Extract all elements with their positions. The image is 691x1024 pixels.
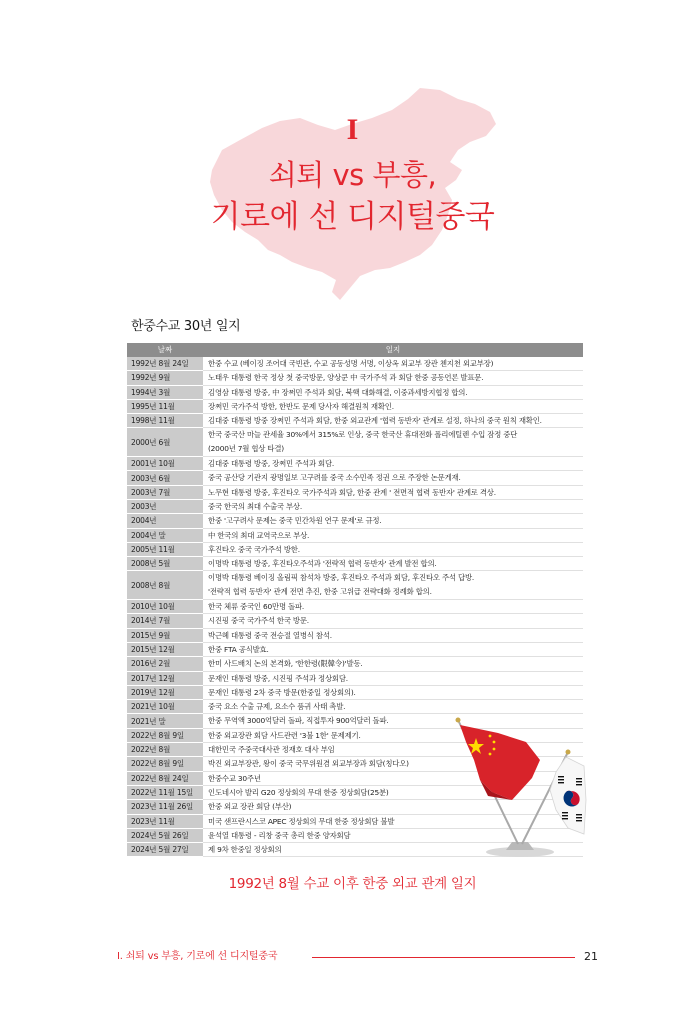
event-line: 한중수교 30주년 — [208, 773, 261, 783]
event-line: 장쩌민 국가주석 방한, 한반도 문제 당사자 해결원칙 재확인. — [208, 401, 394, 411]
date-cell: 2022년 8월 — [127, 743, 203, 757]
chapter-numeral: I — [346, 113, 359, 146]
event-line: 中 한국의 최대 교역국으로 부상. — [208, 530, 310, 540]
table-row — [127, 543, 583, 557]
event-line: 박진 외교부장관, 왕이 중국 국무위원겸 외교부장과 회담(칭다오) — [208, 759, 409, 769]
table-row — [127, 672, 583, 686]
event-line: '전략적 협력 동반자' 관계 전면 추진, 한중 고위급 전략대화 정례화 합의. — [208, 587, 432, 597]
date-cell: 1994년 3월 — [127, 386, 203, 400]
event-line: 한국 체류 중국인 60만명 돌파. — [208, 602, 305, 612]
table-row — [127, 629, 583, 643]
date-cell: 2014년 7월 — [127, 614, 203, 628]
event-cell — [203, 600, 583, 614]
event-cell — [203, 557, 583, 571]
event-cell — [203, 686, 583, 700]
date-cell: 2003년 — [127, 500, 203, 514]
event-cell — [203, 457, 583, 471]
footer-rule — [312, 957, 575, 958]
event-cell — [203, 400, 583, 414]
date-cell: 2000년 6월 — [127, 428, 203, 457]
header-date: 날짜 — [157, 345, 173, 354]
event-line: 김대중 대통령 방중, 장쩌민 주석과 회담. — [208, 459, 335, 469]
date-cell: 2022년 8월 9일 — [127, 757, 203, 771]
event-cell — [203, 514, 583, 528]
event-line: 한중 '고구려사 문제는 중국 민간차원 연구 문제'로 규정. — [208, 516, 382, 526]
date-cell: 2024년 5월 27일 — [127, 843, 203, 857]
table-row — [127, 471, 583, 485]
date-cell: 2016년 2월 — [127, 657, 203, 671]
date-cell: 2023년 11월 — [127, 815, 203, 829]
table-row — [127, 529, 583, 543]
table-row — [127, 514, 583, 528]
event-line: 한중 FTA 공식발효. — [208, 644, 269, 654]
date-cell: 2004년 말 — [127, 529, 203, 543]
date-cell: 2015년 9월 — [127, 629, 203, 643]
event-line: 한국 중국산 마늘 관세율 30%에서 315%로 인상, 중국 한국산 휴대전화 폴리에틸렌 수입 잠정 중단 — [208, 430, 518, 440]
event-line: 대한민국 주중국대사관 정재호 대사 부임 — [208, 745, 335, 755]
event-cell — [203, 428, 583, 457]
date-cell: 1992년 8월 24일 — [127, 357, 203, 371]
event-line: 김대중 대통령 방중 장쩌민 주석과 회담, 한중 외교관계 '협력 동반자' 관계로 설정, 하나의 중국 원칙 재확인. — [208, 416, 542, 426]
flags-illustration — [430, 705, 595, 865]
event-line: 중국 요소 수출 규제, 요소수 품귀 사태 촉발. — [208, 702, 346, 712]
figure-title: 한중수교 30년 일지 — [131, 319, 241, 334]
event-cell — [203, 357, 583, 371]
running-title: I. 쇠퇴 vs 부흥, 기로에 선 디지털중국 — [117, 951, 278, 962]
event-line: 한중 외교장관 회담 사드관련 '3불 1한' 문제제기. — [208, 730, 361, 740]
event-line: 문재인 대통령 2차 중국 방문(한중일 정상회의). — [208, 687, 356, 697]
event-line: 문재인 대통령 방중, 시진핑 주석과 정상회담. — [208, 673, 348, 683]
header-event: 일지 — [385, 345, 401, 354]
event-line: 시진핑 중국 국가주석 한국 방문. — [208, 616, 309, 626]
event-cell — [203, 529, 583, 543]
event-cell — [203, 614, 583, 628]
event-cell — [203, 371, 583, 385]
stand-base — [506, 842, 534, 850]
event-line: 윤석열 대통령 - 리창 중국 총리 한중 양자회담 — [208, 830, 351, 840]
date-cell: 2010년 10월 — [127, 600, 203, 614]
event-cell — [203, 657, 583, 671]
event-line: 한중 수교 (베이징 조어대 국빈관, 수교 공동성명 서명, 이상옥 외교부 장관 첸지천 외교부장) — [208, 359, 494, 368]
table-row — [127, 571, 583, 600]
table-row — [127, 371, 583, 385]
event-cell — [203, 643, 583, 657]
date-cell: 2022년 8월 9일 — [127, 729, 203, 743]
date-cell: 2001년 10월 — [127, 457, 203, 471]
date-cell: 2008년 8월 — [127, 571, 203, 600]
table-row — [127, 386, 583, 400]
table-row — [127, 486, 583, 500]
event-cell — [203, 471, 583, 485]
date-cell: 2022년 8월 24일 — [127, 772, 203, 786]
table-row — [127, 600, 583, 614]
event-line: 이명박 대통령 베이징 올림픽 참석차 방중, 후진타오 주석과 회담, 후진타오 주석 답방. — [208, 573, 475, 583]
event-line: 노태우 대통령 한국 정상 첫 중국방문, 양상쿤 中 국가주석 과 회담 한중 공동언론 발표문. — [208, 373, 484, 383]
event-cell — [203, 571, 583, 600]
china-flag — [456, 718, 541, 845]
date-cell: 2015년 12월 — [127, 643, 203, 657]
date-cell: 2021년 말 — [127, 714, 203, 728]
event-line: 한미 사드배치 논의 본격화, '한한령(限韓令)'발동. — [208, 659, 363, 669]
date-cell: 1992년 9월 — [127, 371, 203, 385]
table-row — [127, 428, 583, 457]
table-row — [127, 500, 583, 514]
page-number: 21 — [584, 950, 598, 963]
event-cell — [203, 629, 583, 643]
event-cell — [203, 486, 583, 500]
event-cell — [203, 672, 583, 686]
event-line: 한중 무역액 3000억달러 돌파, 직접투자 900억달러 돌파. — [208, 716, 389, 726]
event-line: 중국 한국의 최대 수출국 부상. — [208, 501, 303, 511]
table-row — [127, 686, 583, 700]
table-row — [127, 557, 583, 571]
event-cell — [203, 500, 583, 514]
table-row — [127, 614, 583, 628]
event-line: 미국 샌프란시스코 APEC 정상회의 무대 한중 정상회담 불발 — [208, 816, 395, 826]
event-line: (2000년 7월 협상 타결) — [208, 444, 284, 454]
chapter-title-line1: 쇠퇴 vs 부흥, — [268, 158, 437, 192]
table-row — [127, 657, 583, 671]
table-row — [127, 643, 583, 657]
event-line: 박근혜 대통령 중국 전승절 열병식 참석. — [208, 630, 332, 640]
table-row — [127, 400, 583, 414]
event-line: 이명박 대통령 방중, 후진타오주석과 '전략적 협력 동반자' 관계 발전 합의. — [208, 559, 437, 569]
event-line: 김영삼 대통령 방중, 中 장쩌민 주석과 회담, 북핵 대화해결, 이중과세방지협정 합의. — [208, 387, 468, 397]
date-cell: 2024년 5월 26일 — [127, 829, 203, 843]
event-line: 중국 공산당 기관지 광명일보 고구려를 중국 소수민족 정권 으로 주장한 논문게재. — [208, 473, 461, 483]
date-cell: 1995년 11월 — [127, 400, 203, 414]
date-cell: 2022년 11월 15일 — [127, 786, 203, 800]
date-cell: 2008년 5월 — [127, 557, 203, 571]
event-line: 한중 외교 장관 회담 (부산) — [208, 802, 292, 812]
figure-caption: 1992년 8월 수교 이후 한중 외교 관계 일지 — [228, 876, 477, 892]
date-cell: 2003년 7월 — [127, 486, 203, 500]
date-cell: 2021년 10월 — [127, 700, 203, 714]
event-cell — [203, 414, 583, 428]
table-header — [127, 343, 583, 357]
date-cell: 2004년 — [127, 514, 203, 528]
date-cell: 2003년 6월 — [127, 471, 203, 485]
date-cell: 2005년 11월 — [127, 543, 203, 557]
table-row — [127, 457, 583, 471]
table-row — [127, 414, 583, 428]
event-cell — [203, 386, 583, 400]
date-cell: 2023년 11월 26일 — [127, 800, 203, 814]
chapter-title-line2: 기로에 선 디지털중국 — [210, 199, 495, 235]
date-cell: 2017년 12월 — [127, 672, 203, 686]
event-line: 노무현 대통령 방중, 후진타오 국가주석과 회담, 한중 관계 ' 전면적 협력 동반자' 관계로 격상. — [208, 487, 496, 497]
table-row — [127, 357, 583, 371]
event-line: 후진타오 중국 국가주석 방한. — [208, 544, 300, 554]
date-cell: 1998년 11월 — [127, 414, 203, 428]
event-cell — [203, 543, 583, 557]
date-cell: 2019년 12월 — [127, 686, 203, 700]
event-line: 인도네시아 발리 G20 정상회의 무대 한중 정상회담(25분) — [208, 787, 389, 797]
event-line: 제 9차 한중일 정상회의 — [208, 845, 282, 855]
